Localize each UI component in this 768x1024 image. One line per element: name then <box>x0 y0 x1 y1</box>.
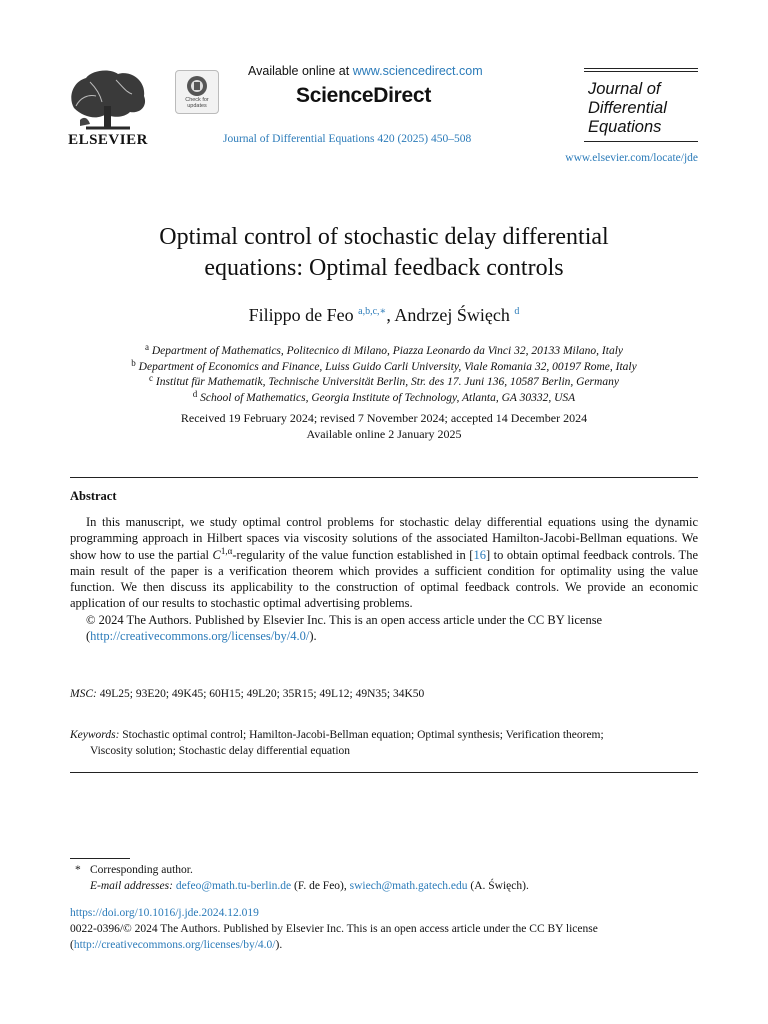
brand-line-1: Journal of <box>588 80 661 98</box>
publisher-wordmark: ELSEVIER <box>68 132 148 148</box>
brand-rule-top <box>584 68 698 69</box>
title-line-1: Optimal control of stochastic delay differential <box>159 224 609 250</box>
license-link[interactable]: http://creativecommons.org/licenses/by/4.0/ <box>90 629 310 644</box>
email-label: E-mail addresses: <box>90 880 173 892</box>
brand-rule-bottom <box>584 141 698 142</box>
author-name: Filippo de Feo <box>248 305 354 325</box>
brand-line-2: Differential <box>588 99 667 117</box>
paren: ( <box>86 629 91 644</box>
abstract-bottom-rule <box>70 772 698 773</box>
affiliation-mark: b <box>131 357 136 368</box>
affiliation-text: Department of Mathematics, Politecnico di Milano, Piazza Leonardo da Vinci 32, 20133 Milano, Italy <box>151 345 623 357</box>
check-updates-line2: updates <box>187 103 207 109</box>
affiliations <box>70 344 698 406</box>
title-line-2: equations: Optimal feedback controls <box>204 255 564 281</box>
check-updates-line1: Check for <box>185 97 209 103</box>
footnote <box>70 862 698 894</box>
keywords-label: Keywords: <box>70 729 120 741</box>
footnote-mark: * <box>75 864 81 876</box>
paren: ( <box>70 938 74 951</box>
abstract-paragraph <box>70 514 698 612</box>
paren: ). <box>275 938 283 951</box>
affiliation-item <box>70 344 698 360</box>
msc-codes <box>70 688 424 700</box>
author-separator: , <box>386 305 395 325</box>
received-dates: Received 19 February 2024; revised 7 November 2024; accepted 14 December 2024 <box>180 411 588 425</box>
issn-copyright-line: 0022-0396/© 2024 The Authors. Published by Elsevier Inc. This is an open access article under the CC BY license <box>70 922 598 935</box>
affiliation-text: School of Mathematics, Georgia Institute of Technology, Atlanta, GA 30332, USA <box>200 391 576 404</box>
author-name: Andrzej Święch <box>394 305 510 325</box>
corresponding-author-note: Corresponding author. <box>90 864 193 876</box>
affiliation-mark: c <box>149 373 154 383</box>
affiliation-mark: d <box>192 388 198 399</box>
paren: ). <box>309 629 317 644</box>
sciencedirect-link[interactable]: www.sciencedirect.com <box>352 64 483 78</box>
copyright-text: © 2024 The Authors. Published by Elsevier Inc. This is an open access article under the CC BY license <box>86 612 603 627</box>
abstract-top-rule <box>70 477 698 478</box>
abstract-license <box>70 628 698 644</box>
email-addresses <box>70 878 698 894</box>
brand-line-3: Equations <box>588 118 662 136</box>
journal-homepage-link[interactable]: www.elsevier.com/locate/jde <box>565 152 698 164</box>
author-list <box>84 305 684 326</box>
article-dates <box>70 410 698 442</box>
abstract-body <box>70 514 698 644</box>
affiliation-item <box>70 388 698 407</box>
abstract-text: ] to obtain optimal feedback controls. The main result of the paper is a verification theorem which provides a sufficient condition for optimality using the value function. We then discuss its applicability to the construction of optimal feedback controls. We provide an economic application of our results to stochastic optimal advertising problems. <box>70 547 698 611</box>
email-owner: (F. de Feo), <box>291 880 350 892</box>
available-online-line <box>248 64 483 78</box>
math-superscript: 1,α <box>220 545 233 556</box>
keywords-line-1: Stochastic optimal control; Hamilton-Jacobi-Bellman equation; Optimal synthesis; Verification theorem; <box>119 729 604 741</box>
email-link[interactable]: defeo@math.tu-berlin.de <box>175 880 292 892</box>
tree-icon <box>66 68 150 132</box>
paper-title <box>84 222 684 284</box>
abstract-text: In this manuscript, we study optimal control problems for stochastic delay differential equations using the dynamic programming approach in Hilbert spaces via viscosity solutions of the associated Hamilton-Jacobi-Bellman equations. We show how to use the partial <box>70 515 698 562</box>
affiliation-item <box>70 357 698 376</box>
available-online-date: Available online 2 January 2025 <box>306 427 462 441</box>
keywords <box>70 728 698 759</box>
license-link[interactable]: http://creativecommons.org/licenses/by/4.0/ <box>73 938 276 951</box>
check-for-updates-badge[interactable] <box>175 70 219 114</box>
citation-link[interactable]: 16 <box>473 547 486 562</box>
author-affiliation-marks[interactable]: d <box>514 306 520 317</box>
journal-brand-title <box>584 74 698 141</box>
brand-rule-top-2 <box>584 71 698 72</box>
affiliation-mark: a <box>145 342 149 352</box>
affiliation-item <box>70 375 698 391</box>
abstract-copyright <box>70 612 698 628</box>
author-affiliation-marks[interactable]: a,b,c,∗ <box>358 306 387 317</box>
journal-brand-box <box>584 68 698 144</box>
msc-label: MSC: <box>70 688 97 700</box>
msc-values: 49L25; 93E20; 49K45; 60H15; 49L20; 35R15; 49L12; 49N35; 34K50 <box>96 688 425 700</box>
email-owner: (A. Święch). <box>467 880 529 892</box>
doi-link[interactable]: https://doi.org/10.1016/j.jde.2024.12.019 <box>70 907 259 919</box>
article-metadata <box>70 906 698 953</box>
available-prefix: Available online at <box>248 64 353 78</box>
journal-reference-link[interactable]: Journal of Differential Equations 420 (2025) 450–508 <box>223 133 472 145</box>
abstract-heading: Abstract <box>70 489 117 503</box>
keywords-line-2: Viscosity solution; Stochastic delay differential equation <box>90 744 351 757</box>
abstract-text: -regularity of the value function established in [ <box>232 547 474 562</box>
affiliation-text: Institut für Mathematik, Technische Universität Berlin, Str. des 17. Juni 136, 10587 Berlin, Germany <box>155 376 619 388</box>
footnote-rule <box>70 858 130 859</box>
sciencedirect-wordmark: ScienceDirect <box>296 84 432 107</box>
affiliation-text: Department of Economics and Finance, Luiss Guido Carli University, Viale Romania 32, 00197 Rome, Italy <box>138 360 637 373</box>
math-symbol: C <box>212 547 221 562</box>
email-link[interactable]: swiech@math.gatech.edu <box>349 880 468 892</box>
